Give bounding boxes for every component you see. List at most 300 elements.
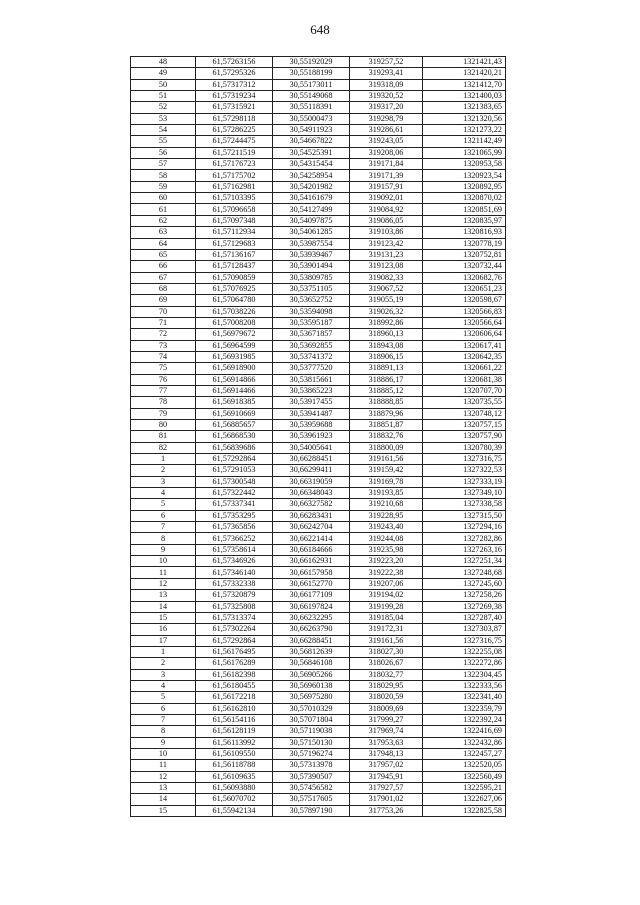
- y-coordinate-cell: 1327269,38: [423, 601, 506, 612]
- latitude-cell: 61,57332338: [196, 578, 273, 589]
- latitude-cell: 61,56931985: [196, 351, 273, 362]
- table-row: [131, 760, 506, 771]
- x-coordinate-cell: 318020,59: [350, 692, 423, 703]
- table-row: [131, 748, 506, 759]
- x-coordinate-cell: 319257,52: [350, 57, 423, 68]
- point-number-cell: 3: [131, 476, 196, 487]
- y-coordinate-cell: 1321420,21: [423, 68, 506, 79]
- x-coordinate-cell: 319222,38: [350, 567, 423, 578]
- latitude-cell: 61,56914866: [196, 374, 273, 385]
- x-coordinate-cell: 319243,05: [350, 136, 423, 147]
- longitude-cell: 30,54005641: [273, 442, 350, 453]
- y-coordinate-cell: 1327282,86: [423, 533, 506, 544]
- y-coordinate-cell: 1321273,22: [423, 125, 506, 136]
- longitude-cell: 30,55000473: [273, 113, 350, 124]
- longitude-cell: 30,55173011: [273, 79, 350, 90]
- y-coordinate-cell: 1322520,05: [423, 760, 506, 771]
- y-coordinate-cell: 1322595,21: [423, 783, 506, 794]
- point-number-cell: 48: [131, 57, 196, 68]
- x-coordinate-cell: 318009,69: [350, 703, 423, 714]
- point-number-cell: 15: [131, 612, 196, 623]
- y-coordinate-cell: 1320598,67: [423, 295, 506, 306]
- y-coordinate-cell: 1320651,23: [423, 283, 506, 294]
- y-coordinate-cell: 1320757,15: [423, 420, 506, 431]
- point-number-cell: 13: [131, 783, 196, 794]
- table-row: [131, 658, 506, 669]
- x-coordinate-cell: 319207,06: [350, 578, 423, 589]
- table-row: [131, 136, 506, 147]
- latitude-cell: 61,56162810: [196, 703, 273, 714]
- point-number-cell: 62: [131, 215, 196, 226]
- table-row: [131, 771, 506, 782]
- y-coordinate-cell: 1327251,34: [423, 556, 506, 567]
- table-row: [131, 113, 506, 124]
- x-coordinate-cell: 319026,32: [350, 306, 423, 317]
- x-coordinate-cell: 319131,23: [350, 249, 423, 260]
- longitude-cell: 30,66242704: [273, 522, 350, 533]
- y-coordinate-cell: 1320642,35: [423, 351, 506, 362]
- latitude-cell: 61,57365856: [196, 522, 273, 533]
- point-number-cell: 71: [131, 317, 196, 328]
- x-coordinate-cell: 319169,78: [350, 476, 423, 487]
- table-row: [131, 590, 506, 601]
- y-coordinate-cell: 1321421,43: [423, 57, 506, 68]
- x-coordinate-cell: 317927,57: [350, 783, 423, 794]
- latitude-cell: 61,57313374: [196, 612, 273, 623]
- y-coordinate-cell: 1322416,69: [423, 726, 506, 737]
- table-row: [131, 283, 506, 294]
- longitude-cell: 30,66197824: [273, 601, 350, 612]
- y-coordinate-cell: 1322560,49: [423, 771, 506, 782]
- coordinates-table-body: [131, 57, 506, 817]
- latitude-cell: 61,57211519: [196, 147, 273, 158]
- point-number-cell: 14: [131, 601, 196, 612]
- longitude-cell: 30,54097875: [273, 215, 350, 226]
- table-row: [131, 737, 506, 748]
- longitude-cell: 30,54315454: [273, 159, 350, 170]
- longitude-cell: 30,56960138: [273, 680, 350, 691]
- point-number-cell: 9: [131, 544, 196, 555]
- latitude-cell: 61,56154116: [196, 714, 273, 725]
- y-coordinate-cell: 1327333,19: [423, 476, 506, 487]
- longitude-cell: 30,53751105: [273, 283, 350, 294]
- latitude-cell: 61,57175702: [196, 170, 273, 181]
- latitude-cell: 61,57097348: [196, 215, 273, 226]
- latitude-cell: 61,56964599: [196, 340, 273, 351]
- point-number-cell: 7: [131, 522, 196, 533]
- table-row: [131, 499, 506, 510]
- longitude-cell: 30,57313978: [273, 760, 350, 771]
- longitude-cell: 30,53987554: [273, 238, 350, 249]
- x-coordinate-cell: 317953,63: [350, 737, 423, 748]
- longitude-cell: 30,53809785: [273, 272, 350, 283]
- table-row: [131, 351, 506, 362]
- point-number-cell: 2: [131, 465, 196, 476]
- point-number-cell: 17: [131, 635, 196, 646]
- latitude-cell: 61,57346926: [196, 556, 273, 567]
- x-coordinate-cell: 319243,40: [350, 522, 423, 533]
- page-number: 648: [310, 22, 330, 37]
- point-number-cell: 63: [131, 227, 196, 238]
- y-coordinate-cell: 1322825,58: [423, 805, 506, 816]
- y-coordinate-cell: 1327248,68: [423, 567, 506, 578]
- longitude-cell: 30,54127499: [273, 204, 350, 215]
- point-number-cell: 7: [131, 714, 196, 725]
- longitude-cell: 30,53595187: [273, 317, 350, 328]
- table-row: [131, 181, 506, 192]
- point-number-cell: 4: [131, 680, 196, 691]
- x-coordinate-cell: 319318,09: [350, 79, 423, 90]
- x-coordinate-cell: 319244,08: [350, 533, 423, 544]
- point-number-cell: 5: [131, 499, 196, 510]
- y-coordinate-cell: 1321412,70: [423, 79, 506, 90]
- y-coordinate-cell: 1320778,19: [423, 238, 506, 249]
- x-coordinate-cell: 319193,85: [350, 488, 423, 499]
- latitude-cell: 61,57346140: [196, 567, 273, 578]
- x-coordinate-cell: 318029,95: [350, 680, 423, 691]
- latitude-cell: 61,56180455: [196, 680, 273, 691]
- y-coordinate-cell: 1327338,58: [423, 499, 506, 510]
- y-coordinate-cell: 1320780,39: [423, 442, 506, 453]
- y-coordinate-cell: 1320732,44: [423, 261, 506, 272]
- y-coordinate-cell: 1327303,87: [423, 624, 506, 635]
- y-coordinate-cell: 1322304,45: [423, 669, 506, 680]
- latitude-cell: 61,57128437: [196, 261, 273, 272]
- x-coordinate-cell: 319317,20: [350, 102, 423, 113]
- y-coordinate-cell: 1320735,55: [423, 397, 506, 408]
- table-row: [131, 624, 506, 635]
- y-coordinate-cell: 1320682,76: [423, 272, 506, 283]
- latitude-cell: 61,57096658: [196, 204, 273, 215]
- latitude-cell: 61,56093880: [196, 783, 273, 794]
- y-coordinate-cell: 1320835,97: [423, 215, 506, 226]
- table-row: [131, 420, 506, 431]
- longitude-cell: 30,53594098: [273, 306, 350, 317]
- point-number-cell: 65: [131, 249, 196, 260]
- y-coordinate-cell: 1322392,24: [423, 714, 506, 725]
- longitude-cell: 30,66221414: [273, 533, 350, 544]
- table-row: [131, 703, 506, 714]
- x-coordinate-cell: 319103,86: [350, 227, 423, 238]
- longitude-cell: 30,57456582: [273, 783, 350, 794]
- x-coordinate-cell: 319286,61: [350, 125, 423, 136]
- table-row: [131, 329, 506, 340]
- table-row: [131, 306, 506, 317]
- latitude-cell: 61,57103395: [196, 193, 273, 204]
- longitude-cell: 30,53939467: [273, 249, 350, 260]
- table-row: [131, 544, 506, 555]
- y-coordinate-cell: 1320748,12: [423, 408, 506, 419]
- x-coordinate-cell: 317999,27: [350, 714, 423, 725]
- y-coordinate-cell: 1320923,54: [423, 170, 506, 181]
- longitude-cell: 30,57897190: [273, 805, 350, 816]
- table-row: [131, 261, 506, 272]
- latitude-cell: 61,57090859: [196, 272, 273, 283]
- x-coordinate-cell: 318906,15: [350, 351, 423, 362]
- table-row: [131, 91, 506, 102]
- table-row: [131, 442, 506, 453]
- point-number-cell: 15: [131, 805, 196, 816]
- point-number-cell: 81: [131, 431, 196, 442]
- point-number-cell: 67: [131, 272, 196, 283]
- y-coordinate-cell: 1320816,93: [423, 227, 506, 238]
- table-row: [131, 805, 506, 816]
- table-row: [131, 193, 506, 204]
- table-row: [131, 57, 506, 68]
- x-coordinate-cell: 318032,77: [350, 669, 423, 680]
- y-coordinate-cell: 1322333,56: [423, 680, 506, 691]
- y-coordinate-cell: 1320566,64: [423, 317, 506, 328]
- latitude-cell: 61,56172218: [196, 692, 273, 703]
- y-coordinate-cell: 1321320,56: [423, 113, 506, 124]
- x-coordinate-cell: 319082,33: [350, 272, 423, 283]
- x-coordinate-cell: 319228,95: [350, 510, 423, 521]
- latitude-cell: 61,57302264: [196, 624, 273, 635]
- latitude-cell: 61,56839686: [196, 442, 273, 453]
- point-number-cell: 72: [131, 329, 196, 340]
- longitude-cell: 30,56905266: [273, 669, 350, 680]
- table-row: [131, 646, 506, 657]
- longitude-cell: 30,66152770: [273, 578, 350, 589]
- y-coordinate-cell: 1321383,65: [423, 102, 506, 113]
- point-number-cell: 1: [131, 646, 196, 657]
- table-row: [131, 215, 506, 226]
- x-coordinate-cell: 319055,19: [350, 295, 423, 306]
- latitude-cell: 61,57008208: [196, 317, 273, 328]
- point-number-cell: 6: [131, 510, 196, 521]
- latitude-cell: 61,56885657: [196, 420, 273, 431]
- y-coordinate-cell: 1327263,16: [423, 544, 506, 555]
- longitude-cell: 30,53865223: [273, 385, 350, 396]
- longitude-cell: 30,66162931: [273, 556, 350, 567]
- latitude-cell: 61,56118788: [196, 760, 273, 771]
- latitude-cell: 61,56176289: [196, 658, 273, 669]
- point-number-cell: 5: [131, 692, 196, 703]
- table-row: [131, 79, 506, 90]
- table-row: [131, 465, 506, 476]
- longitude-cell: 30,53901494: [273, 261, 350, 272]
- x-coordinate-cell: 318960,13: [350, 329, 423, 340]
- x-coordinate-cell: 319157,91: [350, 181, 423, 192]
- x-coordinate-cell: 318891,13: [350, 363, 423, 374]
- latitude-cell: 61,57136167: [196, 249, 273, 260]
- point-number-cell: 3: [131, 669, 196, 680]
- y-coordinate-cell: 1327349,10: [423, 488, 506, 499]
- table-row: [131, 249, 506, 260]
- y-coordinate-cell: 1320617,41: [423, 340, 506, 351]
- latitude-cell: 61,56109635: [196, 771, 273, 782]
- longitude-cell: 30,56812639: [273, 646, 350, 657]
- x-coordinate-cell: 318885,12: [350, 385, 423, 396]
- longitude-cell: 30,57196274: [273, 748, 350, 759]
- table-row: [131, 170, 506, 181]
- y-coordinate-cell: 1322457,27: [423, 748, 506, 759]
- x-coordinate-cell: 317753,26: [350, 805, 423, 816]
- latitude-cell: 61,55942134: [196, 805, 273, 816]
- table-row: [131, 238, 506, 249]
- longitude-cell: 30,54258954: [273, 170, 350, 181]
- table-row: [131, 385, 506, 396]
- coordinates-table: [130, 56, 506, 817]
- latitude-cell: 61,57244475: [196, 136, 273, 147]
- point-number-cell: 79: [131, 408, 196, 419]
- x-coordinate-cell: 319185,04: [350, 612, 423, 623]
- longitude-cell: 30,54201982: [273, 181, 350, 192]
- point-number-cell: 55: [131, 136, 196, 147]
- point-number-cell: 82: [131, 442, 196, 453]
- latitude-cell: 61,56979672: [196, 329, 273, 340]
- y-coordinate-cell: 1327322,53: [423, 465, 506, 476]
- y-coordinate-cell: 1320757,90: [423, 431, 506, 442]
- table-row: [131, 567, 506, 578]
- x-coordinate-cell: 319086,05: [350, 215, 423, 226]
- x-coordinate-cell: 318888,85: [350, 397, 423, 408]
- longitude-cell: 30,53652752: [273, 295, 350, 306]
- x-coordinate-cell: 318992,86: [350, 317, 423, 328]
- y-coordinate-cell: 1320681,38: [423, 374, 506, 385]
- point-number-cell: 6: [131, 703, 196, 714]
- y-coordinate-cell: 1320566,83: [423, 306, 506, 317]
- latitude-cell: 61,57317312: [196, 79, 273, 90]
- y-coordinate-cell: 1321400,03: [423, 91, 506, 102]
- y-coordinate-cell: 1327258,26: [423, 590, 506, 601]
- longitude-cell: 30,53741372: [273, 351, 350, 362]
- y-coordinate-cell: 1322432,86: [423, 737, 506, 748]
- longitude-cell: 30,53671857: [273, 329, 350, 340]
- y-coordinate-cell: 1322255,08: [423, 646, 506, 657]
- longitude-cell: 30,66177109: [273, 590, 350, 601]
- table-row: [131, 522, 506, 533]
- y-coordinate-cell: 1322341,40: [423, 692, 506, 703]
- point-number-cell: 4: [131, 488, 196, 499]
- table-row: [131, 556, 506, 567]
- longitude-cell: 30,66348043: [273, 488, 350, 499]
- x-coordinate-cell: 319123,42: [350, 238, 423, 249]
- point-number-cell: 1: [131, 454, 196, 465]
- point-number-cell: 78: [131, 397, 196, 408]
- y-coordinate-cell: 1320707,70: [423, 385, 506, 396]
- point-number-cell: 64: [131, 238, 196, 249]
- y-coordinate-cell: 1322627,06: [423, 794, 506, 805]
- point-number-cell: 75: [131, 363, 196, 374]
- latitude-cell: 61,57038226: [196, 306, 273, 317]
- table-row: [131, 510, 506, 521]
- longitude-cell: 30,66283431: [273, 510, 350, 521]
- x-coordinate-cell: 319208,06: [350, 147, 423, 158]
- y-coordinate-cell: 1327287,40: [423, 612, 506, 623]
- table-row: [131, 363, 506, 374]
- point-number-cell: 14: [131, 794, 196, 805]
- point-number-cell: 49: [131, 68, 196, 79]
- point-number-cell: 59: [131, 181, 196, 192]
- latitude-cell: 61,57315921: [196, 102, 273, 113]
- x-coordinate-cell: 319092,01: [350, 193, 423, 204]
- point-number-cell: 53: [131, 113, 196, 124]
- table-row: [131, 204, 506, 215]
- longitude-cell: 30,57071804: [273, 714, 350, 725]
- table-row: [131, 272, 506, 283]
- y-coordinate-cell: 1320661,22: [423, 363, 506, 374]
- x-coordinate-cell: 319199,28: [350, 601, 423, 612]
- longitude-cell: 30,57119038: [273, 726, 350, 737]
- y-coordinate-cell: 1321065,99: [423, 147, 506, 158]
- latitude-cell: 61,57064780: [196, 295, 273, 306]
- longitude-cell: 30,53917455: [273, 397, 350, 408]
- point-number-cell: 68: [131, 283, 196, 294]
- latitude-cell: 61,56070702: [196, 794, 273, 805]
- longitude-cell: 30,66232295: [273, 612, 350, 623]
- y-coordinate-cell: 1327294,16: [423, 522, 506, 533]
- point-number-cell: 11: [131, 760, 196, 771]
- x-coordinate-cell: 318027,30: [350, 646, 423, 657]
- x-coordinate-cell: 318943,08: [350, 340, 423, 351]
- x-coordinate-cell: 318832,76: [350, 431, 423, 442]
- latitude-cell: 61,57295326: [196, 68, 273, 79]
- table-row: [131, 159, 506, 170]
- point-number-cell: 74: [131, 351, 196, 362]
- table-row: [131, 794, 506, 805]
- latitude-cell: 61,57300548: [196, 476, 273, 487]
- table-row: [131, 125, 506, 136]
- y-coordinate-cell: 1320892,95: [423, 181, 506, 192]
- longitude-cell: 30,53941487: [273, 408, 350, 419]
- table-row: [131, 454, 506, 465]
- y-coordinate-cell: 1327316,75: [423, 635, 506, 646]
- table-row: [131, 68, 506, 79]
- longitude-cell: 30,57010329: [273, 703, 350, 714]
- x-coordinate-cell: 319159,42: [350, 465, 423, 476]
- x-coordinate-cell: 318851,87: [350, 420, 423, 431]
- table-row: [131, 692, 506, 703]
- point-number-cell: 80: [131, 420, 196, 431]
- point-number-cell: 12: [131, 771, 196, 782]
- point-number-cell: 73: [131, 340, 196, 351]
- longitude-cell: 30,66288451: [273, 635, 350, 646]
- table-row: [131, 714, 506, 725]
- longitude-cell: 30,66288451: [273, 454, 350, 465]
- latitude-cell: 61,56918385: [196, 397, 273, 408]
- x-coordinate-cell: 317957,02: [350, 760, 423, 771]
- latitude-cell: 61,57292864: [196, 454, 273, 465]
- table-row: [131, 408, 506, 419]
- point-number-cell: 13: [131, 590, 196, 601]
- longitude-cell: 30,54525391: [273, 147, 350, 158]
- x-coordinate-cell: 319067,52: [350, 283, 423, 294]
- latitude-cell: 61,57112934: [196, 227, 273, 238]
- longitude-cell: 30,55188199: [273, 68, 350, 79]
- latitude-cell: 61,57291053: [196, 465, 273, 476]
- table-row: [131, 295, 506, 306]
- longitude-cell: 30,55149068: [273, 91, 350, 102]
- point-number-cell: 8: [131, 726, 196, 737]
- x-coordinate-cell: 319172,31: [350, 624, 423, 635]
- point-number-cell: 12: [131, 578, 196, 589]
- x-coordinate-cell: 319171,39: [350, 170, 423, 181]
- latitude-cell: 61,57353295: [196, 510, 273, 521]
- longitude-cell: 30,56975280: [273, 692, 350, 703]
- x-coordinate-cell: 318800,09: [350, 442, 423, 453]
- latitude-cell: 61,56914466: [196, 385, 273, 396]
- point-number-cell: 56: [131, 147, 196, 158]
- point-number-cell: 57: [131, 159, 196, 170]
- longitude-cell: 30,53815661: [273, 374, 350, 385]
- y-coordinate-cell: 1327315,50: [423, 510, 506, 521]
- longitude-cell: 30,54161679: [273, 193, 350, 204]
- table-row: [131, 726, 506, 737]
- x-coordinate-cell: 319194,02: [350, 590, 423, 601]
- point-number-cell: 16: [131, 624, 196, 635]
- latitude-cell: 61,57162981: [196, 181, 273, 192]
